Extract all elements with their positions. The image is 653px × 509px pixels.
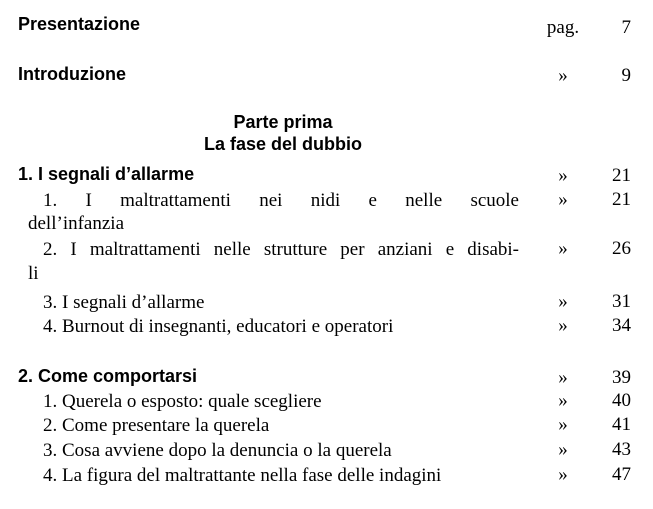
page-label: » xyxy=(558,65,568,86)
part-heading: Parte prima xyxy=(233,112,333,132)
item-line-2: dell’infanzia xyxy=(28,213,125,234)
page-number: 34 xyxy=(612,315,631,336)
page-number: 40 xyxy=(612,390,631,411)
chapter-title: 1. I segnali d’allarme xyxy=(18,164,195,184)
page-label: » xyxy=(558,367,568,388)
page-number: 21 xyxy=(612,165,631,186)
item-line-1: 3. Cosa avviene dopo la denuncia o la querela xyxy=(43,440,392,461)
part-subtitle: La fase del dubbio xyxy=(203,134,363,154)
page-label: » xyxy=(558,291,568,312)
page-label: » xyxy=(558,464,568,485)
entry-title: Presentazione xyxy=(18,14,141,34)
page-label: » xyxy=(558,189,568,210)
page-number: 47 xyxy=(612,464,631,485)
item-line-1: 4. La figura del maltrattante nella fase delle indagini xyxy=(43,465,442,486)
page-label: » xyxy=(558,414,568,435)
item-line-1: 2. I maltrattamenti nelle strutture per anziani e disabi- xyxy=(43,239,519,260)
page-number: 43 xyxy=(612,439,631,460)
page-label: » xyxy=(558,238,568,259)
page-label: » xyxy=(558,439,568,460)
page-number: 26 xyxy=(612,238,631,259)
item-line-1: 1. Querela o esposto: quale scegliere xyxy=(43,391,322,412)
chapter-title: 2. Come comportarsi xyxy=(18,366,198,386)
item-line-2: li xyxy=(28,263,39,284)
page-number: 9 xyxy=(621,65,631,86)
page-number: 31 xyxy=(612,291,631,312)
page-number: 7 xyxy=(621,17,631,38)
page-number: 41 xyxy=(612,414,631,435)
item-line-1: 2. Come presentare la querela xyxy=(43,415,270,436)
entry-title: Introduzione xyxy=(18,64,126,84)
page-number: 39 xyxy=(612,367,631,388)
item-line-1: 3. I segnali d’allarme xyxy=(43,292,205,313)
page-number: 21 xyxy=(612,189,631,210)
page-label: » xyxy=(558,165,568,186)
page-label: » xyxy=(558,390,568,411)
page-label: pag. xyxy=(546,17,580,38)
item-line-1: 4. Burnout di insegnanti, educatori e operatori xyxy=(43,316,394,337)
page-label: » xyxy=(558,315,568,336)
item-line-1: 1. I maltrattamenti nei nidi e nelle scuole xyxy=(43,190,519,211)
